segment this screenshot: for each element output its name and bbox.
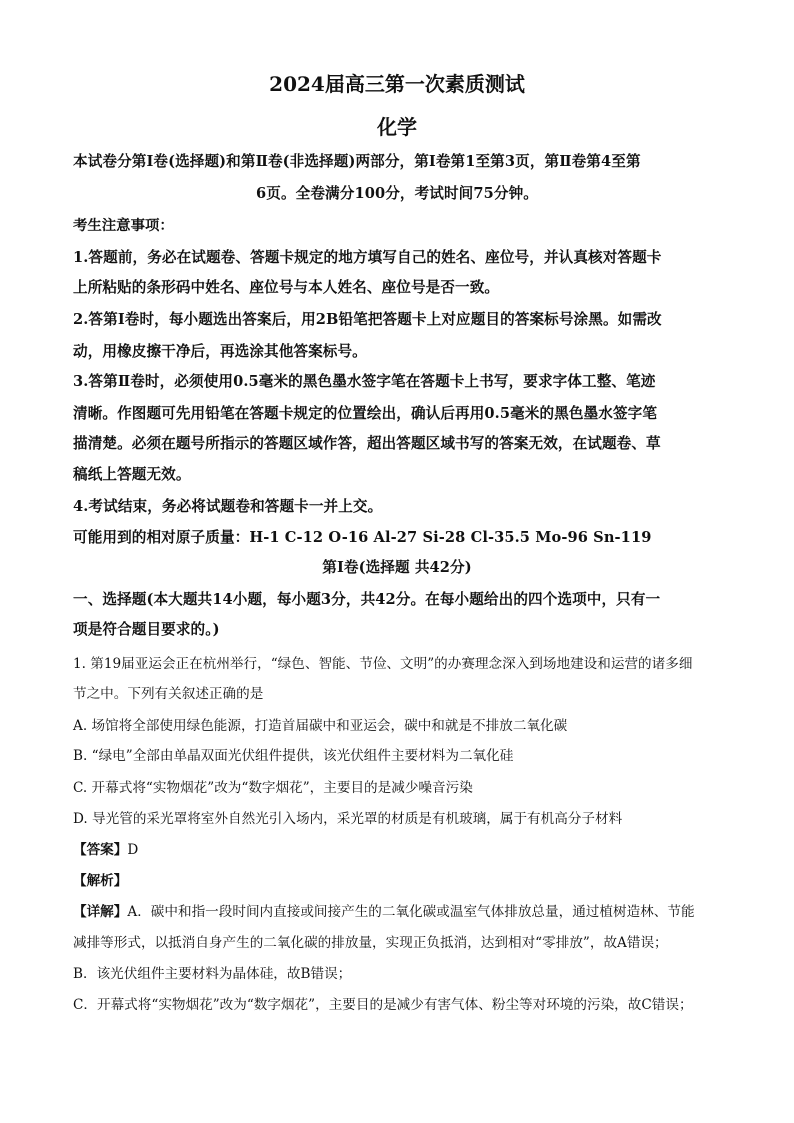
- subject-title: 化学: [377, 115, 417, 139]
- detail-line: B．该光伏组件主要材料为晶体硅，故B错误；: [73, 966, 352, 982]
- notice-heading: 考生注意事项：: [73, 217, 174, 234]
- option-d: D. 导光管的采光罩将室外自然光引入场内，采光罩的材质是有机玻璃，属于有机高分子材料: [73, 811, 623, 827]
- detail-line: C．开幕式将“实物烟花”改为“数字烟花”，主要目的是减少有害气体、粉尘等对环境的污染，故C错误；: [73, 997, 693, 1013]
- intro-line-2: 6页。全卷满分100分，考试时间75分钟。: [256, 185, 538, 202]
- notice-line: 描清楚。必须在题号所指示的答题区域作答，超出答题区域书写的答案无效，在试题卷、草: [73, 435, 661, 452]
- detail-row: [73, 900, 723, 920]
- answer-value: D: [127, 842, 139, 858]
- detail-line: 减排等形式，以抵消自身产生的二氧化碳的排放量，实现正负抵消，达到相对“零排放”，故A错误；: [73, 935, 668, 951]
- notice-line: 1.答题前，务必在试题卷、答题卡规定的地方填写自己的姓名、座位号，并认真核对答题卡: [73, 249, 662, 266]
- question-stem: 1. 第19届亚运会正在杭州举行，“绿色、智能、节俭、文明”的办赛理念深入到场地建设和运营的诸多细: [73, 656, 693, 672]
- section-title: 第Ⅰ卷(选择题 共42分): [322, 559, 472, 576]
- part-heading: 项是符合题目要求的。): [73, 621, 220, 638]
- notice-line: 清晰。作图题可先用铅笔在答题卡规定的位置绘出，确认后再用0.5毫米的黑色墨水签字笔: [73, 405, 658, 422]
- notice-line: 上所粘贴的条形码中姓名、座位号与本人姓名、座位号是否一致。: [73, 279, 500, 296]
- notice-line: 3.答第Ⅱ卷时，必须使用0.5毫米的黑色墨水签字笔在答题卡上书写，要求字体工整、笔迹: [73, 373, 656, 390]
- analysis-tag: 【解析】: [73, 873, 128, 889]
- option-c: C. 开幕式将“实物烟花”改为“数字烟花”，主要目的是减少噪音污染: [73, 780, 473, 796]
- atomic-masses: 可能用到的相对原子质量：H-1 C-12 O-16 Al-27 Si-28 Cl-35.5 Mo-96 Sn-119: [73, 529, 652, 546]
- analysis-row: [73, 869, 723, 889]
- option-a: A. 场馆将全部使用绿色能源，打造首届碳中和亚运会，碳中和就是不排放二氧化碳: [73, 718, 568, 734]
- notice-line: 4.考试结束，务必将试题卷和答题卡一并上交。: [73, 498, 383, 515]
- part-heading: 一、选择题(本大题共14小题，每小题3分，共42分。在每小题给出的四个选项中，只有一: [73, 591, 661, 608]
- detail-line: A．碳中和指一段时间内直接或间接产生的二氧化碳或温室气体排放总量，通过植树造林、节能: [127, 904, 695, 920]
- answer-tag: 【答案】: [73, 842, 128, 858]
- question-stem: 节之中。下列有关叙述正确的是: [73, 686, 264, 702]
- answer-row: [73, 838, 723, 858]
- option-b: B. “绿电”全部由单晶双面光伏组件提供，该光伏组件主要材料为二氧化硅: [73, 748, 514, 764]
- notice-line: 2.答第Ⅰ卷时，每小题选出答案后，用2B铅笔把答题卡上对应题目的答案标号涂黑。如需改: [73, 311, 662, 328]
- notice-line: 动，用橡皮擦干净后，再选涂其他答案标号。: [73, 343, 367, 360]
- notice-line: 稿纸上答题无效。: [73, 466, 191, 483]
- detail-tag: 【详解】: [73, 904, 128, 920]
- exam-title: 2024届高三第一次素质测试: [269, 72, 525, 96]
- intro-line-1: 本试卷分第Ⅰ卷(选择题)和第Ⅱ卷(非选择题)两部分，第Ⅰ卷第1至第3页，第Ⅱ卷第4至第: [73, 153, 641, 170]
